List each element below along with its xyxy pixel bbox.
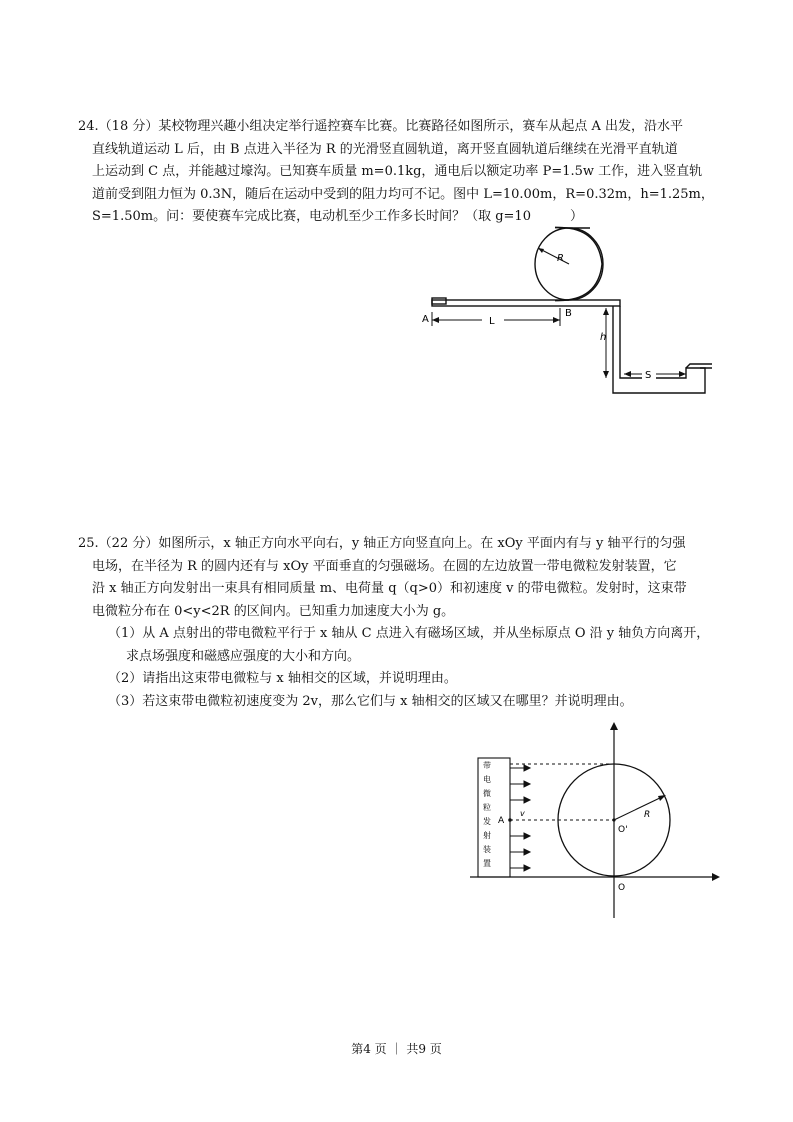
svg-text:粒: 粒: [483, 803, 491, 812]
q25-label-A: A: [498, 816, 505, 826]
q25-label-O1: O': [618, 825, 628, 835]
q24-figure: [420, 228, 720, 398]
svg-text:发: 发: [483, 817, 491, 826]
q25-figure: [468, 720, 728, 920]
q24-line-4: 道前受到阻力恒为 0.3N，随后在运动中受到的阻力均可不记。图中 L=10.00m，R=0.32m，h=1.25m，: [92, 186, 714, 202]
question-25: [78, 533, 723, 713]
device-label: [483, 760, 491, 868]
q25-line-1: 25.（22 分）如图所示，x 轴正方向水平向右，y 轴正方向竖直向上。在 xOy 平面内有与 y 轴平行的匀强: [78, 536, 686, 551]
svg-text:置: 置: [483, 859, 491, 868]
svg-text:电: 电: [483, 775, 491, 784]
q25-sub2: （2）请指出这束带电微粒与 x 轴相交的区域，并说明理由。: [108, 671, 457, 686]
q24-line-5: S=1.50m。问：要使赛车完成比赛，电动机至少工作多长时间？（取 g=10 ）: [92, 209, 583, 224]
svg-text:装: 装: [483, 845, 491, 854]
question-24: [78, 116, 723, 229]
q24-line-3: 上运动到 C 点，并能越过壕沟。已知赛车质量 m=0.1kg，通电后以额定功率 P=1.5w 工作，进入竖直轨: [92, 164, 703, 179]
svg-text:微: 微: [483, 789, 491, 798]
q24-label-h: h: [600, 332, 607, 343]
q25-label-v: v: [520, 809, 525, 818]
q25-radius-line: [614, 796, 664, 820]
q24-label-L: L: [489, 316, 495, 327]
q25-sub1-line-2: 求点场强度和磁感应强度的大小和方向。: [126, 648, 361, 664]
q25-line-4: 电微粒分布在 0<y<2R 的区间内。已知重力加速度大小为 g。: [92, 603, 455, 619]
q25-sub1-line-1: （1）从 A 点射出的带电微粒平行于 x 轴从 C 点进入有磁场区域，并从坐标原点 O 沿 y 轴负方向离开，: [108, 626, 710, 641]
q24-label-B: B: [565, 308, 572, 319]
q25-label-O: O: [618, 883, 626, 893]
svg-text:射: 射: [483, 831, 491, 840]
svg-text:带: 带: [483, 761, 491, 770]
q24-label-A: A: [422, 314, 429, 325]
q25-label-R: R: [644, 810, 651, 820]
q25-sub3: （3）若这束带电微粒初速度变为 2v，那么它们与 x 轴相交的区域又在哪里？并说明理由。: [108, 693, 633, 709]
q24-line-1: 24.（18 分）某校物理兴趣小组决定举行遥控赛车比赛。比赛路径如图所示，赛车从起点 A 出发，沿水平: [78, 119, 684, 134]
q24-line-2: 直线轨道运动 L 后，由 B 点进入半径为 R 的光滑竖直圆轨道，离开竖直圆轨道后继续在光滑平直轨道: [92, 141, 678, 157]
q25-line-2: 电场，在半径为 R 的圆内还有与 xOy 平面垂直的匀强磁场。在圆的左边放置一带电微粒发射装置，它: [92, 558, 677, 574]
page-footer: 第4 页 ｜ 共9 页: [351, 1042, 442, 1056]
q24-label-R: R: [557, 253, 564, 264]
q25-line-3: 沿 x 轴正方向发射出一束具有相同质量 m、电荷量 q（q>0）和初速度 v 的带电微粒。发射时，这束带: [92, 581, 687, 596]
q24-label-S: S: [645, 370, 652, 381]
